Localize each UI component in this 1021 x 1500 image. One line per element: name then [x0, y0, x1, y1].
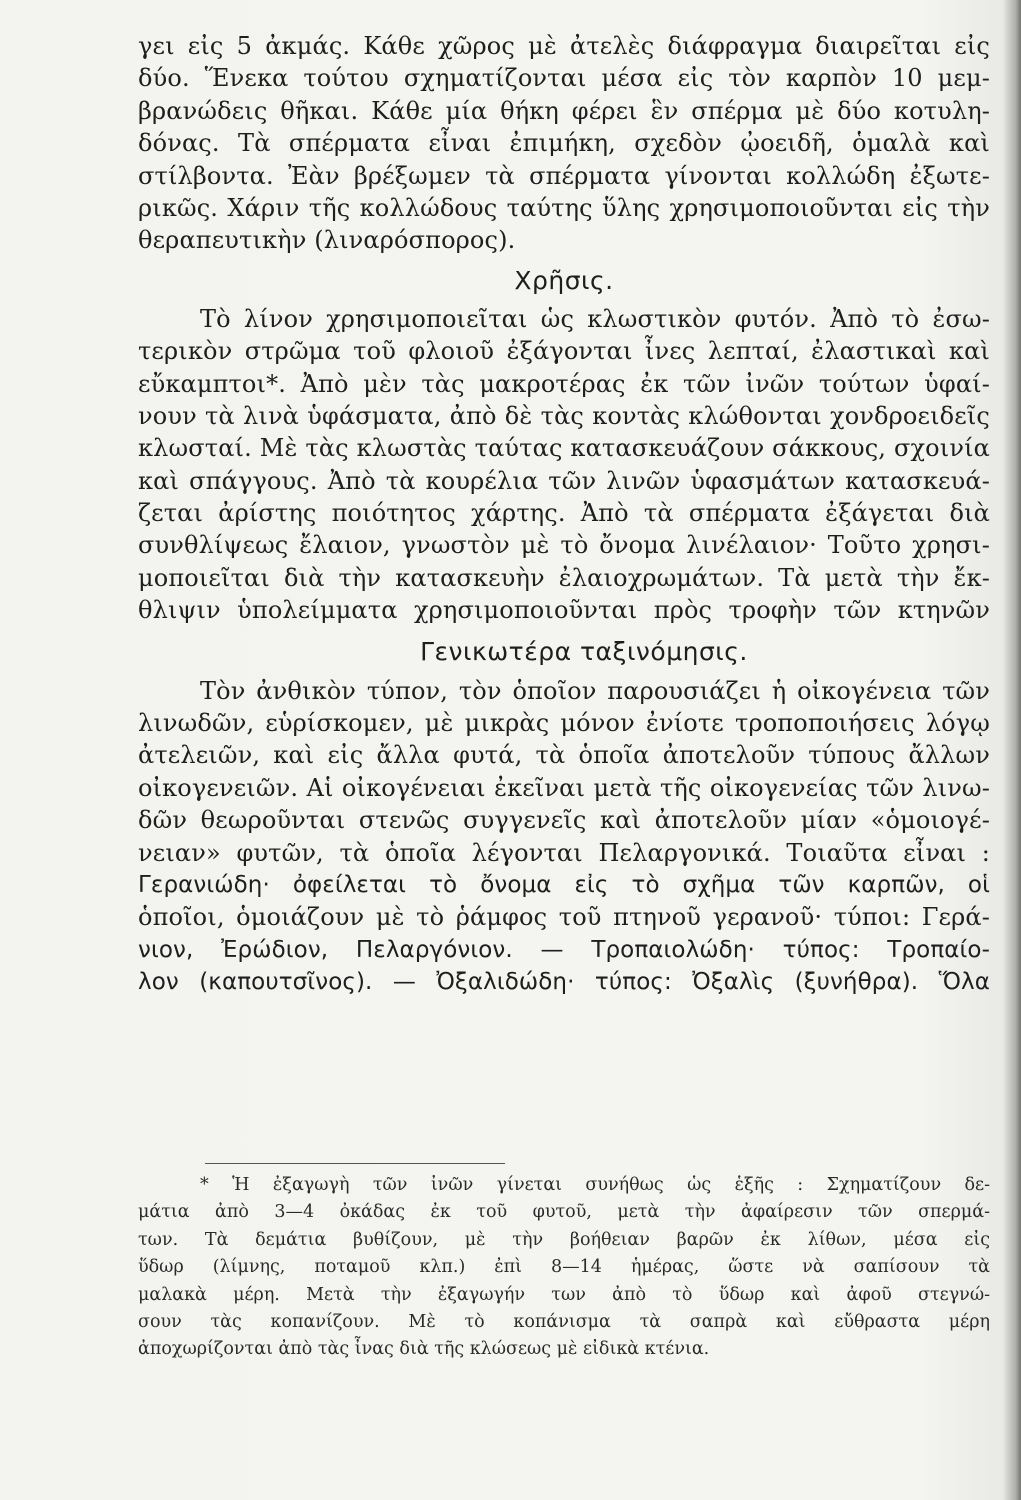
text-line: κλωσταί. Μὲ τὰς κλωστὰς ταύτας κατασκευάζουν σάκκους, σχοινία: [138, 434, 990, 463]
paragraph-use: [138, 303, 990, 627]
section-heading-classification: Γενικωτέρα ταξινόμησις.: [420, 636, 748, 666]
text-line: γει εἰς 5 ἀκμάς. Κάθε χῶρος μὲ ἀτελὲς διάφραγμα διαιρεῖται εἰς: [138, 32, 990, 60]
text-line: θλιψιν ὑπολείμματα χρησιμοποιοῦνται πρὸς τροφὴν τῶν κτηνῶν: [138, 596, 990, 625]
footnote-line: ὕδωρ (λίμνης, ποταμοῦ κλπ.) ἐπὶ 8—14 ἡμέρας, ὥστε νὰ σαπίσουν τὰ: [138, 1257, 990, 1278]
text-line: νειαν» φυτῶν, τὰ ὁποῖα λέγονται Πελαργονικά. Τοιαῦτα εἶναι :: [138, 838, 990, 867]
text-line: λον (καπουτσῖνος). — Ὀξαλιδώδη· τύπος: Ὀξαλὶς (ξυνήθρα). Ὅλα: [138, 969, 990, 996]
text-line: νιον, Ἐρώδιον, Πελαργόνιον. — Τροπαιολώδη· τύπος: Τροπαίο-: [138, 936, 990, 963]
main-text: [138, 30, 990, 999]
text-line: ρικῶς. Χάριν τῆς κολλώδους ταύτης ὕλης χρησιμοποιοῦνται εἰς τὴν: [138, 193, 990, 222]
text-line: νουν τὰ λινὰ ὑφάσματα, ἀπὸ δὲ τὰς κοντὰς κλώθονται χονδροειδεῖς: [138, 401, 990, 430]
text-line: μοποιεῖται διὰ τὴν κατασκευὴν ἐλαιοχρωμάτων. Τὰ μετὰ τὴν ἔκ-: [138, 563, 990, 592]
footnote-line: σουν τὰς κοπανίζουν. Μὲ τὸ κοπάνισμα τὰ σαπρὰ καὶ εὔθραστα μέρη: [138, 1311, 990, 1332]
text-line: δόνας. Τὰ σπέρματα εἶναι ἐπιμήκη, σχεδὸν ᾠοειδῆ, ὁμαλὰ καὶ: [138, 129, 990, 158]
page-edge-shadow: [1003, 0, 1021, 1500]
footnote: [138, 1172, 990, 1364]
text-line: ὁποῖοι, ὁμοιάζουν μὲ τὸ ῥάμφος τοῦ πτηνοῦ γερανοῦ· τύποι: Γερά-: [138, 903, 990, 932]
footnote-divider: [205, 1163, 505, 1164]
text-line: ἀτελειῶν, καὶ εἰς ἄλλα φυτά, τὰ ὁποῖα ἀποτελοῦν τύπους ἄλλων: [138, 741, 990, 770]
text-line: εὔκαμπτοι*. Ἀπὸ μὲν τὰς μακροτέρας ἐκ τῶν ἰνῶν τούτων ὑφαί-: [138, 369, 990, 398]
text-line: τερικὸν στρῶμα τοῦ φλοιοῦ ἐξάγονται ἶνες λεπταί, ἐλαστικαὶ καὶ: [138, 337, 990, 366]
text-line: δύο. Ἕνεκα τούτου σχηματίζονται μέσα εἰς τὸν καρπὸν 10 μεμ-: [138, 64, 990, 93]
text-line: Τὸν ἀνθικὸν τύπον, τὸν ὁποῖον παρουσιάζει ἡ οἰκογένεια τῶν: [200, 676, 990, 705]
text-line: λινωδῶν, εὑρίσκομεν, μὲ μικρὰς μόνον ἐνίοτε τροποποιήσεις λόγῳ: [138, 709, 990, 738]
footnote-line: ἀποχωρίζονται ἀπὸ τὰς ἶνας διὰ τῆς κλώσεως μὲ εἰδικὰ κτένια.: [138, 1339, 710, 1360]
text-line: δῶν θεωροῦνται στενῶς συγγενεῖς καὶ ἀποτελοῦν μίαν «ὁμοιογέ-: [138, 806, 990, 835]
paragraph-description: [138, 30, 990, 257]
section-heading-use: Χρῆσις.: [514, 265, 614, 295]
footnote-line: * Ἡ ἐξαγωγὴ τῶν ἰνῶν γίνεται συνήθως ὡς ἑξῆς : Σχηματίζουν δε-: [200, 1175, 990, 1195]
text-line: οἰκογενειῶν. Αἱ οἰκογένειαι ἐκεῖναι μετὰ τῆς οἰκογενείας τῶν λινω-: [138, 773, 990, 802]
text-line: καὶ σπάγγους. Ἀπὸ τὰ κουρέλια τῶν λινῶν ὑφασμάτων κατασκευά-: [138, 466, 990, 495]
text-line: ζεται ἀρίστης ποιότητος χάρτης. Ἀπὸ τὰ σπέρματα ἐξάγεται διὰ: [138, 499, 990, 528]
text-line: Γερανιώδη· ὀφείλεται τὸ ὄνομα εἰς τὸ σχῆμα τῶν καρπῶν, οἱ: [138, 871, 990, 898]
paragraph-classification: [138, 675, 990, 999]
text-line: στίλβοντα. Ἐὰν βρέξωμεν τὰ σπέρματα γίνονται κολλώδη ἐξωτε-: [138, 161, 990, 190]
footnote-line: μάτια ἀπὸ 3—4 ὀκάδας ἐκ τοῦ φυτοῦ, μετὰ τὴν ἀφαίρεσιν τῶν σπερμά-: [138, 1202, 990, 1223]
text-line: βρανώδεις θῆκαι. Κάθε μία θήκη φέρει ἓν σπέρμα μὲ δύο κοτυλη-: [138, 96, 990, 125]
text-line: Τὸ λίνον χρησιμοποιεῖται ὡς κλωστικὸν φυτόν. Ἀπὸ τὸ ἐσω-: [200, 304, 990, 333]
text-line: συνθλίψεως ἔλαιον, γνωστὸν μὲ τὸ ὄνομα λινέλαιον· Τοῦτο χρησι-: [138, 531, 990, 560]
footnote-line: των. Τὰ δεμάτια βυθίζουν, μὲ τὴν βοήθειαν βαρῶν ἐκ λίθων, μέσα εἰς: [138, 1229, 990, 1250]
footnote-line: μαλακὰ μέρη. Μετὰ τὴν ἐξαγωγήν των ἀπὸ τὸ ὕδωρ καὶ ἀφοῦ στεγνώ-: [138, 1284, 990, 1305]
text-line: θεραπευτικὴν (λιναρόσπορος).: [138, 226, 516, 255]
